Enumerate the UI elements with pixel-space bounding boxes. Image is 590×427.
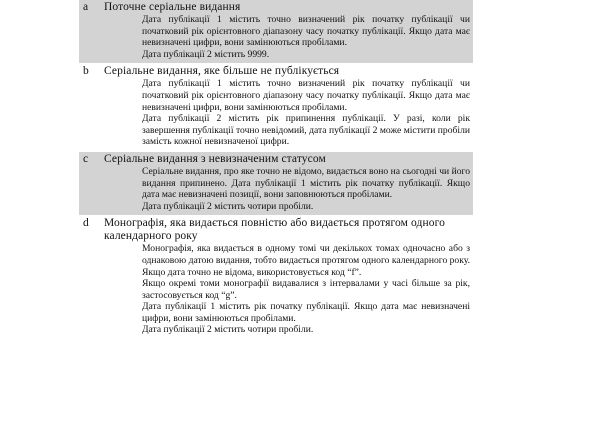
row-title: Поточне серіальне видання [104,1,241,13]
row-paragraph: Дата публікації 2 містить 9999. [142,48,270,60]
row-paragraph: Дата публікації 2 містить чотири пробіли. [142,324,314,336]
table-row [79,64,473,152]
row-code: a [83,1,89,13]
row-code: c [83,152,89,165]
row-paragraph: Якщо окремі томи монографії видавалися з інтервалами у часі більше за рік, застосовується код “g”. [142,278,470,301]
row-paragraph: Дата публікації 2 містить чотири пробіли. [142,200,314,212]
row-code: b [83,65,89,78]
row-code: d [83,217,89,230]
row-content [104,152,473,215]
table-row [79,0,473,64]
table-row [79,152,473,216]
publication-status-table [79,0,473,337]
row-content [104,64,473,151]
row-content [104,0,473,63]
row-title: Серіальне видання, яке більше не публікується [104,65,340,78]
table-row [79,216,473,337]
row-paragraph: Дата публікації 2 містить рік припинення публікації. У разі, коли рік завершення публікації точно невідомий, дата публікації 2 може містити пробіли замість кожної невизначеної цифри. [142,113,470,148]
row-paragraph: Серіальне видання, про яке точно не відомо, видається воно на сьогодні чи його видання припинено. Дата публікації 1 містить рік початку публікації. Якщо дата має невизначені позиції, вони заповнюються пробілами. [142,165,470,201]
row-paragraph: Монографія, яка видається в одному томі чи декількох томах одночасно або з однаковою датою видання, тобто видається протягом одного календарного року. Якщо дата точно не відома, використовується код “f”. [142,243,470,278]
row-title: Серіальне видання з невизначеним статусом [104,152,326,165]
row-title: Монографія, яка видається повністю або видається протягом одного календарного року [104,217,445,243]
row-paragraph: Дата публікації 1 містить рік початку публікації. Якщо дата має невизначені цифри, вони замінюються пробілами. [142,301,470,324]
row-paragraph: Дата публікації 1 містить точно визначений рік початку публікації чи початковий рік орієнтовного діапазону часу початку публікації. Якщо дата має невизначені цифри, вони замінюються пробілами. [142,14,470,49]
row-paragraph: Дата публікації 1 містить точно визначений рік початку публікації чи початковий рік орієнтовного діапазону часу початку публікації. Якщо дата має невизначені цифри, вони замінюються пробілами. [142,78,470,113]
row-content [104,216,473,336]
